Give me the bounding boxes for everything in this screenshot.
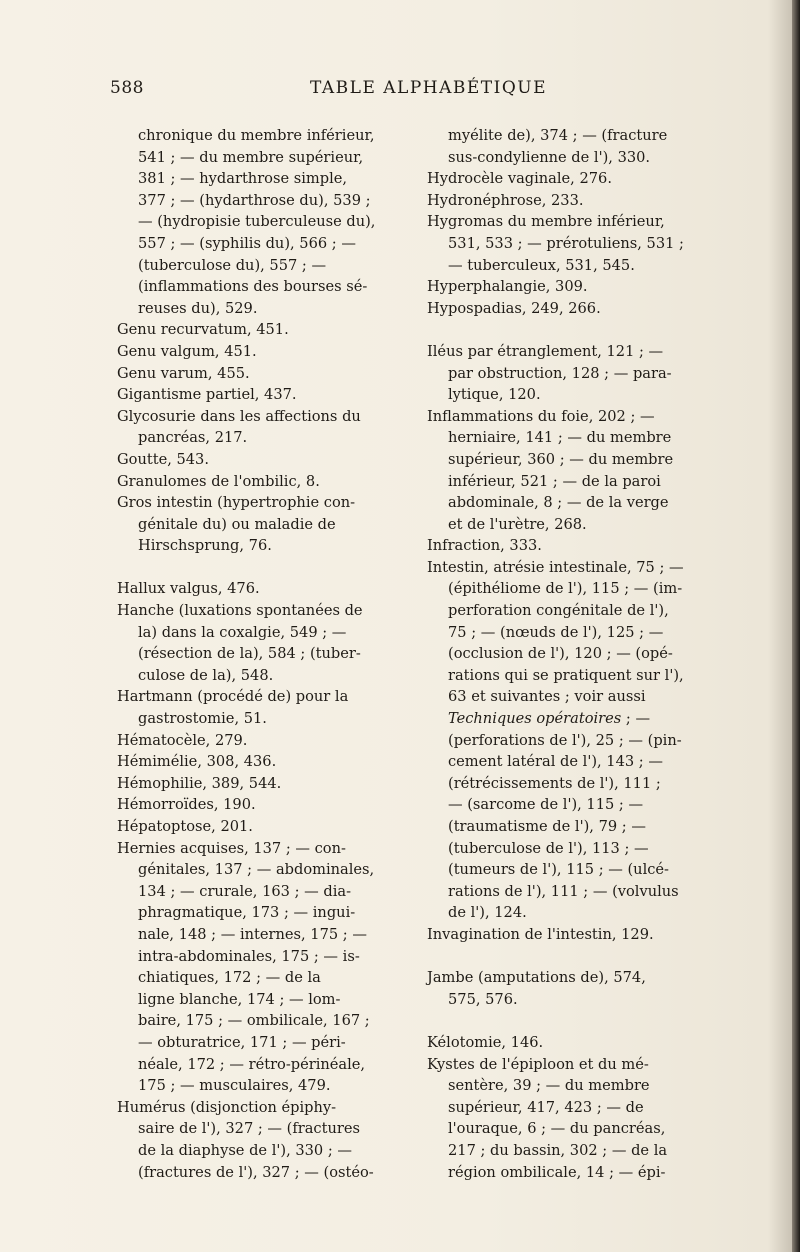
index-entry-line: génitales, 137 ; — abdominales, [138,861,375,879]
index-entry-line: Hypospadias, 249, 266. [427,299,601,317]
entry-gap [117,557,417,579]
index-entry-line: Hémophilie, 389, 544. [117,774,282,792]
index-entry-line: Hémimélie, 308, 436. [117,753,277,771]
index-entry-line: (fractures de l'), 327 ; — (ostéo- [138,1163,374,1181]
index-entry-line: saire de l'), 327 ; — (fractures [138,1120,360,1138]
index-entry-line: Hydrocèle vaginale, 276. [427,170,612,188]
index-entry-line: Intestin, atrésie intestinale, 75 ; — [427,558,684,576]
index-entry-line: 575, 576. [448,990,518,1008]
index-entry-line: supérieur, 417, 423 ; — de [448,1098,644,1116]
index-entry-line: par obstruction, 128 ; — para- [448,364,672,382]
index-entry-line: phragmatique, 173 ; — ingui- [138,904,356,922]
index-column-right [427,125,767,1183]
index-entry-line: Iléus par étranglement, 121 ; — [427,342,664,360]
index-entry-line: Hématocèle, 279. [117,731,248,749]
index-entry-line: Glycosurie dans les affections du [117,407,361,425]
index-entry-line: 377 ; — (hydarthrose du), 539 ; [138,191,371,209]
index-entry-line: (traumatisme de l'), 79 ; — [448,818,646,835]
index-entry-line: 217 ; du bassin, 302 ; — de la [448,1141,668,1159]
index-entry-line: nale, 148 ; — internes, 175 ; — [138,925,367,943]
index-entry-line: Genu recurvatum, 451. [117,321,289,339]
index-entry-line: Kélotomie, 146. [427,1033,544,1051]
index-entry-line: chiatiques, 172 ; — de la [138,969,321,987]
index-entry-line: Genu valgum, 451. [117,342,257,360]
index-entry-line: Invagination de l'intestin, 129. [427,925,654,943]
index-entry-line: Inflammations du foie, 202 ; — [427,407,655,425]
index-entry-line: Granulomes de l'ombilic, 8. [117,472,320,490]
index-entry-line: intra-abdominales, 175 ; — is- [138,947,360,965]
index-entry-line: 63 et suivantes ; voir aussi [448,688,646,706]
index-entry-line: et de l'urètre, 268. [448,515,587,533]
index-entry-line: chronique du membre inférieur, [138,127,375,144]
index-entry-line: (rétrécissements de l'), 111 ; [448,774,661,792]
index-entry-line: sentère, 39 ; — du membre [448,1077,650,1095]
index-entry-line: rations de l'), 111 ; — (volvulus [448,882,679,900]
index-entry-line: 134 ; — crurale, 163 ; — dia- [138,882,352,900]
index-entry-line: 531, 533 ; — prérotuliens, 531 ; [448,234,684,252]
index-entry-line: 557 ; — (syphilis du), 566 ; — [138,234,356,252]
index-entry-line: Goutte, 543. [117,450,209,468]
index-entry-line: Hallux valgus, 476. [117,580,260,598]
index-entry-line: — tuberculeux, 531, 545. [448,256,635,274]
index-entry-line: 175 ; — musculaires, 479. [138,1077,331,1095]
index-entry-line: ligne blanche, 174 ; — lom- [138,990,341,1008]
index-entry-line: de la diaphyse de l'), 330 ; — [138,1141,352,1159]
index-entry-line: baire, 175 ; — ombilicale, 167 ; [138,1012,370,1030]
index-entry-line: Hygromas du membre inférieur, [427,213,665,231]
index-entry-line: — (sarcome de l'), 115 ; — [448,796,644,814]
index-entry-line: Kystes de l'épiploon et du mé- [427,1055,649,1073]
index-entry-line: 75 ; — (nœuds de l'), 125 ; — [448,623,664,641]
index-entry-line: (tuberculose de l'), 113 ; — [448,839,649,857]
index-entry-line: myélite de), 374 ; — (fracture [448,127,668,144]
index-entry-line: Techniques opératoires ; — [448,710,651,728]
index-entry-line: reuses du), 529. [138,299,258,317]
index-entry-line: Hémorroïdes, 190. [117,796,256,814]
index-entry-line: Hydronéphrose, 233. [427,191,584,209]
index-entry-line: inférieur, 521 ; — de la paroi [448,472,661,490]
index-entry-line: Hyperphalangie, 309. [427,278,588,296]
index-entry-line: culose de la), 548. [138,666,274,684]
index-entry-line: de l'), 124. [448,904,527,922]
page-edge-shadow [792,0,800,1252]
index-column-left [117,125,417,1183]
index-entry-line: Hernies acquises, 137 ; — con- [117,839,346,857]
entry-gap [427,1010,767,1032]
index-entry-line: (occlusion de l'), 120 ; — (opé- [448,645,673,663]
index-entry-line: supérieur, 360 ; — du membre [448,450,674,468]
index-entry-line: lytique, 120. [448,386,541,404]
index-entry-line: perforation congénitale de l'), [448,602,669,620]
index-entry-line: abdominale, 8 ; — de la verge [448,494,669,512]
index-entry-line: (tuberculose du), 557 ; — [138,256,327,274]
index-entry-line: (perforations de l'), 25 ; — (pin- [448,731,682,749]
index-entry-line: Hanche (luxations spontanées de [117,602,363,620]
index-entry-line: (résection de la), 584 ; (tuber- [138,645,361,663]
index-entry-line: Infraction, 333. [427,537,542,555]
index-entry-line: Gigantisme partiel, 437. [117,386,297,404]
index-entry-line: Hartmann (procédé de) pour la [117,688,349,706]
index-entry-line: (tumeurs de l'), 115 ; — (ulcé- [448,861,669,879]
index-entry-line: néale, 172 ; — rétro-périnéale, [138,1055,366,1073]
index-entry-line: gastrostomie, 51. [138,710,267,728]
entry-gap [427,946,767,968]
index-entry-line: l'ouraque, 6 ; — du pancréas, [448,1120,666,1138]
index-entry-line: (épithéliome de l'), 115 ; — (im- [448,580,683,598]
index-entry-line: Hirschsprung, 76. [138,537,272,555]
index-entry-line: Jambe (amputations de), 574, [427,969,646,987]
index-entry-line: sus-condylienne de l'), 330. [448,148,651,166]
index-entry-line: 541 ; — du membre supérieur, [138,148,364,166]
index-entry-line: — (hydropisie tuberculeuse du), [138,213,376,231]
page-title: TABLE ALPHABÉTIQUE [310,78,548,98]
index-entry-line: pancréas, 217. [138,429,248,447]
index-entry-line: région ombilicale, 14 ; — épi- [448,1163,666,1181]
index-entry-line: 381 ; — hydarthrose simple, [138,170,348,188]
entry-gap [427,319,767,341]
index-entry-line: Humérus (disjonction épiphy- [117,1098,337,1116]
index-entry-line: rations qui se pratiquent sur l'), [448,666,684,684]
index-entry-line: Gros intestin (hypertrophie con- [117,494,356,512]
index-entry-line: — obturatrice, 171 ; — péri- [138,1033,346,1051]
index-entry-line: la) dans la coxalgie, 549 ; — [138,623,347,641]
index-entry-line: Hépatoptose, 201. [117,818,253,835]
index-entry-line: cement latéral de l'), 143 ; — [448,753,663,771]
index-entry-line: génitale du) ou maladie de [138,515,336,533]
index-entry-line: (inflammations des bourses sé- [138,278,368,296]
page-number: 588 [110,78,144,98]
index-entry-line: Genu varum, 455. [117,364,250,382]
page-header [110,78,790,108]
index-entry-line: herniaire, 141 ; — du membre [448,429,672,447]
